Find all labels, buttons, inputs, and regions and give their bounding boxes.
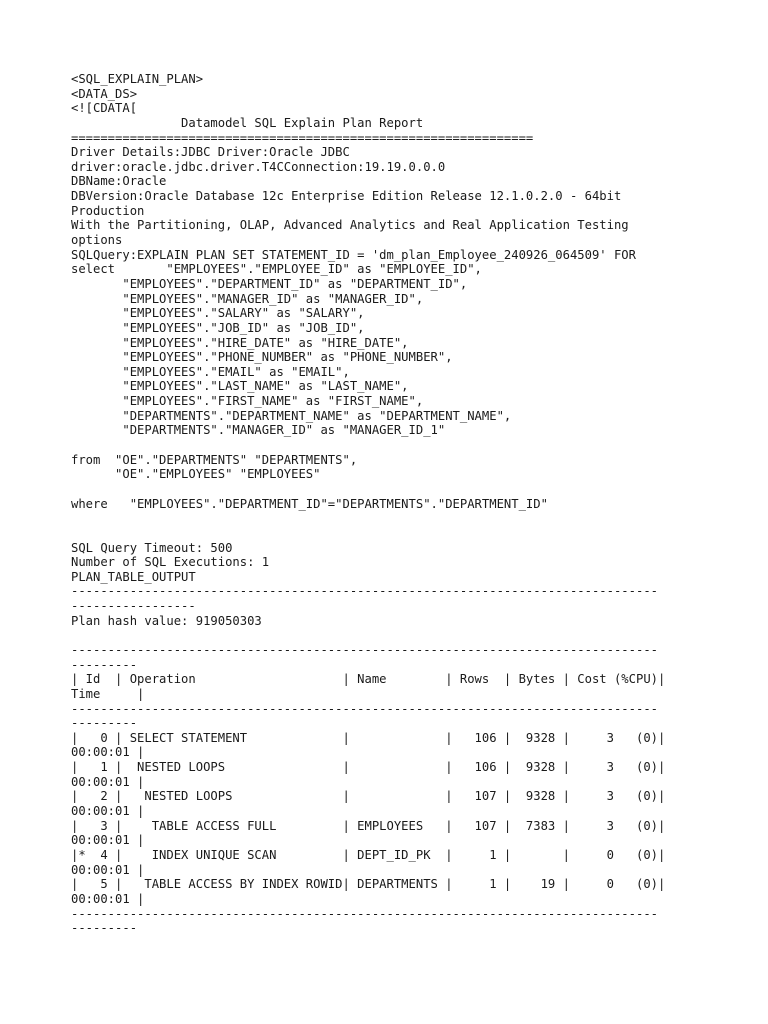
driver-details: Driver Details:JDBC Driver:Oracle JDBC bbox=[71, 145, 350, 160]
plan-rule-cont: ----------------- bbox=[71, 599, 196, 614]
title-rule: =============================================================== bbox=[71, 130, 534, 145]
plan-rule: -------------------------------------------------------------------------------- bbox=[71, 584, 658, 599]
table-row-time: 00:00:01 | bbox=[71, 891, 145, 906]
sql-select-line: "DEPARTMENTS"."DEPARTMENT_NAME" as "DEPARTMENT_NAME", bbox=[71, 408, 512, 423]
table-row: |* 4 | INDEX UNIQUE SCAN | DEPT_ID_PK | 1 | | 0 (0)| bbox=[71, 847, 666, 862]
table-row-time: 00:00:01 | bbox=[71, 774, 145, 789]
table-row: | 1 | NESTED LOOPS | | 106 | 9328 | 3 (0)| bbox=[71, 760, 666, 775]
sql-select-line: "EMPLOYEES"."FIRST_NAME" as "FIRST_NAME", bbox=[71, 394, 424, 409]
sql-select-line: "EMPLOYEES"."JOB_ID" as "JOB_ID", bbox=[71, 320, 365, 335]
blank-line bbox=[71, 438, 751, 453]
db-version-cont: Production bbox=[71, 203, 145, 218]
table-row-time: 00:00:01 | bbox=[71, 862, 145, 877]
table-row: | 5 | TABLE ACCESS BY INDEX ROWID| DEPARTMENTS | 1 | 19 | 0 (0)| bbox=[71, 877, 666, 892]
data-ds-open-tag: <DATA_DS> bbox=[71, 86, 138, 101]
plan-hash-value: Plan hash value: 919050303 bbox=[71, 613, 262, 628]
table-bottom-rule-cont: --------- bbox=[71, 921, 138, 936]
driver-class: driver:oracle.jdbc.driver.T4CConnection:19.19.0.0.0 bbox=[71, 159, 446, 174]
blank-line bbox=[71, 482, 751, 497]
table-top-rule: -------------------------------------------------------------------------------- bbox=[71, 642, 658, 657]
blank-line bbox=[71, 628, 751, 643]
blank-line bbox=[71, 526, 751, 541]
table-header-row: | Id | Operation | Name | Rows | Bytes | Cost (%CPU)| bbox=[71, 672, 666, 687]
table-row-time: 00:00:01 | bbox=[71, 804, 145, 819]
cdata-open: <![CDATA[ bbox=[71, 101, 138, 116]
sql-select-line: "EMPLOYEES"."EMAIL" as "EMAIL", bbox=[71, 364, 350, 379]
sql-select-line: "EMPLOYEES"."HIRE_DATE" as "HIRE_DATE", bbox=[71, 335, 409, 350]
table-row-time: 00:00:01 | bbox=[71, 833, 145, 848]
sql-select-line: "EMPLOYEES"."PHONE_NUMBER" as "PHONE_NUMBER", bbox=[71, 350, 453, 365]
table-top-rule-cont: --------- bbox=[71, 657, 138, 672]
sql-select-line: "EMPLOYEES"."MANAGER_ID" as "MANAGER_ID", bbox=[71, 291, 424, 306]
table-row-time: 00:00:01 | bbox=[71, 745, 145, 760]
table-header-row-cont: Time | bbox=[71, 686, 145, 701]
report-title: Datamodel SQL Explain Plan Report bbox=[71, 115, 424, 130]
sql-select-line: "EMPLOYEES"."LAST_NAME" as "LAST_NAME", bbox=[71, 379, 409, 394]
table-row: | 3 | TABLE ACCESS FULL | EMPLOYEES | 107 | 7383 | 3 (0)| bbox=[71, 818, 666, 833]
table-bottom-rule: -------------------------------------------------------------------------------- bbox=[71, 906, 658, 921]
sql-select-line: select "EMPLOYEES"."EMPLOYEE_ID" as "EMPLOYEE_ID", bbox=[71, 262, 482, 277]
table-row: | 0 | SELECT STATEMENT | | 106 | 9328 | 3 (0)| bbox=[71, 730, 666, 745]
plan-table-output-label: PLAN_TABLE_OUTPUT bbox=[71, 569, 196, 584]
table-header-rule: -------------------------------------------------------------------------------- bbox=[71, 701, 658, 716]
explain-plan-report bbox=[71, 72, 751, 936]
sql-select-line: "EMPLOYEES"."DEPARTMENT_ID" as "DEPARTMENT_ID", bbox=[71, 276, 468, 291]
sql-executions-count: Number of SQL Executions: 1 bbox=[71, 555, 270, 570]
db-options: With the Partitioning, OLAP, Advanced Analytics and Real Application Testing bbox=[71, 218, 629, 233]
sql-select-line: "EMPLOYEES"."SALARY" as "SALARY", bbox=[71, 306, 365, 321]
sql-query-header: SQLQuery:EXPLAIN PLAN SET STATEMENT_ID = 'dm_plan_Employee_240926_064509' FOR bbox=[71, 247, 636, 262]
blank-line bbox=[71, 511, 751, 526]
db-version: DBVersion:Oracle Database 12c Enterprise Edition Release 12.1.0.2.0 - 64bit bbox=[71, 189, 622, 204]
sql-query-timeout: SQL Query Timeout: 500 bbox=[71, 540, 233, 555]
sql-explain-plan-open-tag: <SQL_EXPLAIN_PLAN> bbox=[71, 72, 204, 86]
table-row: | 2 | NESTED LOOPS | | 107 | 9328 | 3 (0)| bbox=[71, 789, 666, 804]
db-options-cont: options bbox=[71, 233, 123, 248]
sql-where-line: where "EMPLOYEES"."DEPARTMENT_ID"="DEPARTMENTS"."DEPARTMENT_ID" bbox=[71, 496, 548, 511]
db-name: DBName:Oracle bbox=[71, 174, 167, 189]
sql-from-line: from "OE"."DEPARTMENTS" "DEPARTMENTS", bbox=[71, 452, 358, 467]
sql-from-line: "OE"."EMPLOYEES" "EMPLOYEES" bbox=[71, 467, 321, 482]
table-header-rule-cont: --------- bbox=[71, 716, 138, 731]
sql-select-line: "DEPARTMENTS"."MANAGER_ID" as "MANAGER_ID_1" bbox=[71, 423, 446, 438]
